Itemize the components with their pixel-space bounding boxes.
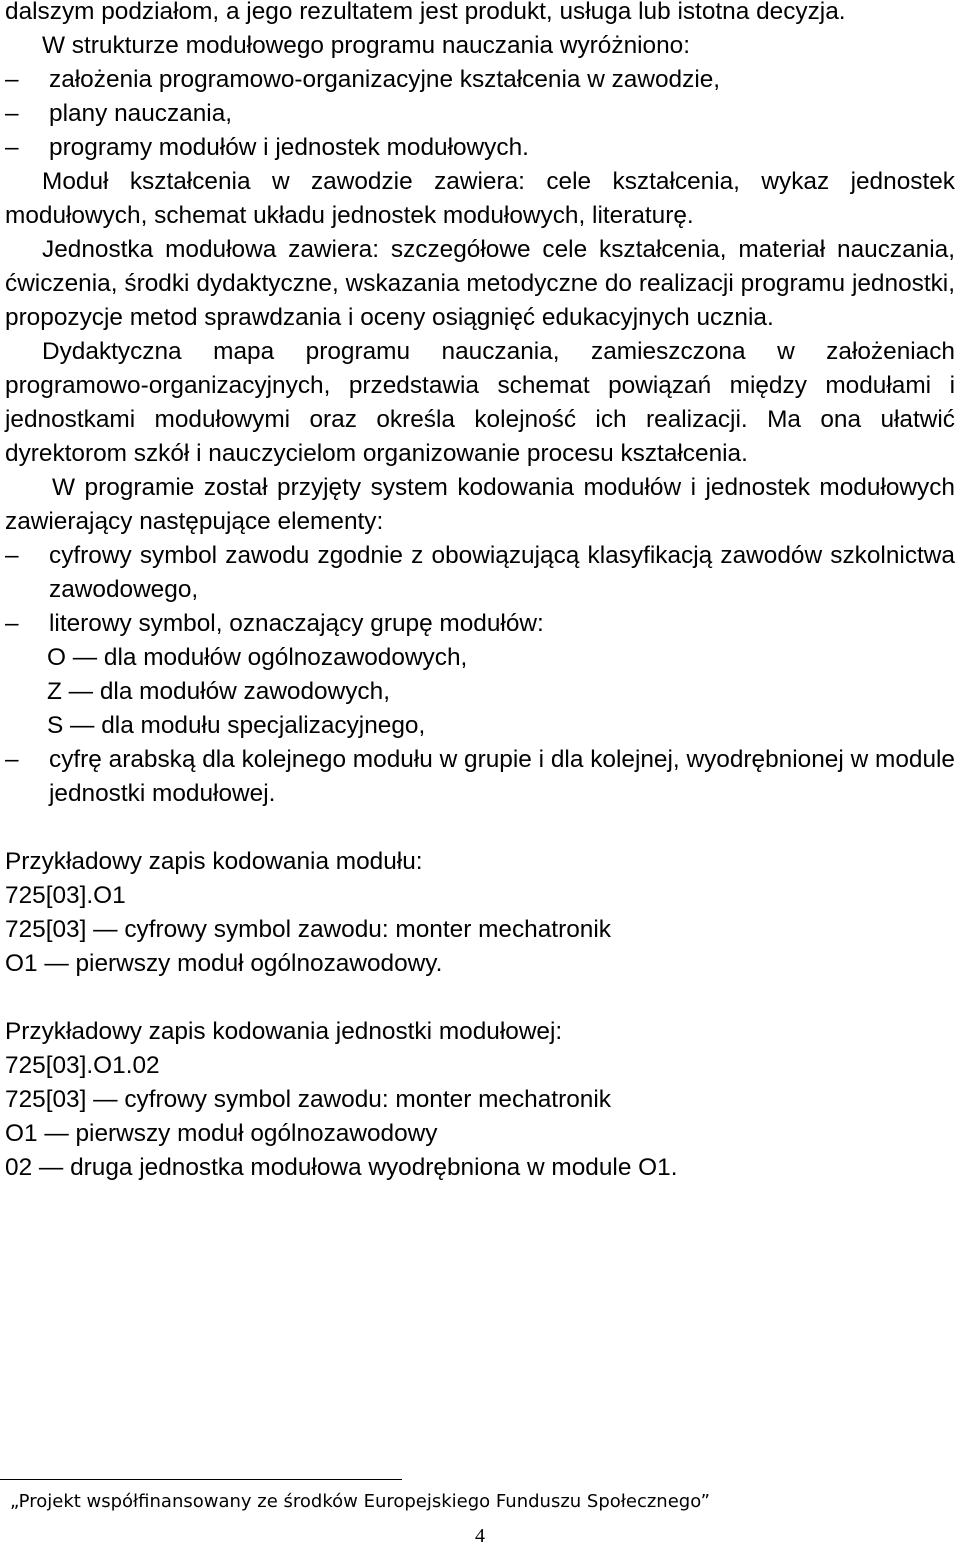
list-dash: – bbox=[5, 100, 19, 127]
footer-rule bbox=[0, 1479, 402, 1480]
document-body bbox=[5, 0, 955, 1185]
list-item-text: cyfrę arabską dla kolejnego modułu w grupie i dla kolejnej, wyodrębnionej w module jednostki modułowej. bbox=[49, 746, 955, 807]
example-unit-line: 02 — druga jednostka modułowa wyodrębniona w module O1. bbox=[5, 1154, 678, 1181]
spacer bbox=[5, 981, 955, 1015]
sub-list-item: S — dla modułu specjalizacyjnego, bbox=[47, 712, 426, 739]
example-module-heading: Przykładowy zapis kodowania modułu: bbox=[5, 848, 423, 875]
list-item-text: literowy symbol, oznaczający grupę modułów: bbox=[49, 610, 544, 637]
footer-funding-note: „Projekt współfinansowany ze środków Europejskiego Funduszu Społecznego” bbox=[10, 1491, 710, 1512]
paragraph-continuation: dalszym podziałom, a jego rezultatem jest produkt, usługa lub istotna decyzja. bbox=[5, 0, 846, 25]
example-module-line: 725[03] — cyfrowy symbol zawodu: monter mechatronik bbox=[5, 916, 611, 943]
list-dash: – bbox=[5, 66, 19, 93]
list-dash: – bbox=[5, 746, 19, 773]
list-dash: – bbox=[5, 134, 19, 161]
spacer bbox=[5, 811, 955, 845]
example-module-line: 725[03].O1 bbox=[5, 882, 126, 909]
list-item bbox=[5, 607, 955, 641]
list-item bbox=[5, 63, 955, 97]
list-item bbox=[5, 131, 955, 165]
paragraph-structure-intro: W strukturze modułowego programu nauczania wyróżniono: bbox=[42, 32, 691, 59]
list-item-text: plany nauczania, bbox=[49, 100, 233, 127]
example-unit-heading: Przykładowy zapis kodowania jednostki modułowej: bbox=[5, 1018, 563, 1045]
list-item-text: założenia programowo-organizacyjne kształcenia w zawodzie, bbox=[49, 66, 721, 93]
example-unit-line: O1 — pierwszy moduł ogólnozawodowy bbox=[5, 1120, 438, 1147]
list-item-text: cyfrowy symbol zawodu zgodnie z obowiązującą klasyfikacją zawodów szkolnictwa zawodowego, bbox=[49, 542, 955, 603]
list-item bbox=[5, 743, 955, 811]
list-dash: – bbox=[5, 610, 19, 637]
list-item-text: programy modułów i jednostek modułowych. bbox=[49, 134, 529, 161]
list-dash: – bbox=[5, 542, 19, 569]
sub-list-item: Z — dla modułów zawodowych, bbox=[47, 678, 390, 705]
paragraph-module-contents: Moduł kształcenia w zawodzie zawiera: cele kształcenia, wykaz jednostek modułowych, schemat układu jednostek modułowych, literaturę. bbox=[5, 168, 955, 229]
page-number: 4 bbox=[475, 1525, 485, 1547]
paragraph-coding-system: W programie został przyjęty system kodowania modułów i jednostek modułowych zawierający następujące elementy: bbox=[5, 474, 955, 535]
example-module-line: O1 — pierwszy moduł ogólnozawodowy. bbox=[5, 950, 443, 977]
example-unit-line: 725[03].O1.02 bbox=[5, 1052, 160, 1079]
paragraph-didactic-map: Dydaktyczna mapa programu nauczania, zamieszczona w założeniach programowo-organizacyjnych, przedstawia schemat powiązań między modułami i jednostkami modułowymi oraz określa kolejność ich realizacji. Ma ona ułatwić dyrektorom szkół i nauczycielom organizowanie procesu kształcenia. bbox=[5, 338, 955, 467]
paragraph-unit-contents: Jednostka modułowa zawiera: szczegółowe cele kształcenia, materiał nauczania, ćwiczenia, środki dydaktyczne, wskazania metodyczne do realizacji programu jednostki, propozycje metod sprawdzania i oceny osiągnięć edukacyjnych ucznia. bbox=[5, 236, 955, 331]
list-item bbox=[5, 97, 955, 131]
sub-list-item: O — dla modułów ogólnozawodowych, bbox=[47, 644, 468, 671]
example-unit-line: 725[03] — cyfrowy symbol zawodu: monter mechatronik bbox=[5, 1086, 611, 1113]
list-item bbox=[5, 539, 955, 607]
